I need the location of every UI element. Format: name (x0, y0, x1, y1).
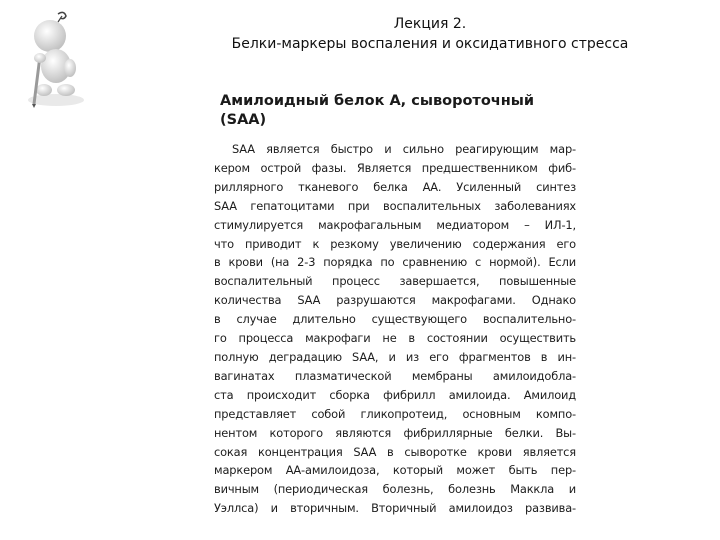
3d-person-pencil-icon (18, 8, 88, 108)
document-line: представляет собой гликопротеид, основным компо- (214, 406, 576, 421)
slide-title-line-2: Белки-маркеры воспаления и оксидативного стресса (231, 36, 629, 52)
document-body (214, 140, 576, 518)
document-line: в крови (на 2-3 порядка по сравнению с нормой). Если (214, 255, 576, 270)
document-heading-line-2: (SAA) (220, 112, 267, 128)
document-line: сокая концентрация SAA в сыворотке крови является (214, 444, 576, 459)
document-heading (220, 92, 560, 130)
slide-title-line-1: Лекция 2. (393, 16, 467, 32)
document-line: SAA является быстро и сильно реагирующим мар- (232, 142, 576, 156)
document-line: нентом которого являются фибриллярные белки. Вы- (214, 425, 576, 440)
scanned-document (206, 86, 582, 538)
document-line: количества SAA разрушаются макрофагами. Однако (214, 293, 576, 308)
document-line: го процесса макрофаги не в состоянии осуществить (214, 331, 576, 346)
document-line: воспалительный процесс завершается, повышенные (214, 274, 576, 289)
thinker-figure-illustration (18, 8, 88, 108)
document-line: стимулируется макрофагальным медиатором – ИЛ-1, (214, 217, 576, 232)
document-line: полную деградацию SAA, и из его фрагментов в ин- (214, 349, 576, 364)
document-line: ста происходит сборка фибрилл амилоида. Амилоид (214, 387, 576, 402)
document-line: что приводит к резкому увеличению содержания его (214, 236, 576, 251)
document-heading-line-1: Амилоидный белок А, сывороточный (220, 93, 535, 109)
document-line: маркером АА-амилоидоза, который может быть пер- (214, 463, 576, 478)
document-line: SAA гепатоцитами при воспалительных заболеваниях (214, 198, 576, 213)
document-line: вичным (периодическая болезнь, болезнь Маккла и (214, 482, 576, 497)
document-line: риллярного тканевого белка АА. Усиленный синтез (214, 179, 576, 194)
document-line: Уэллса) и вторичным. Вторичный амилоидоз развива- (214, 501, 576, 516)
document-line: в случае длительно существующего воспалительно- (214, 312, 576, 327)
document-line: кером острой фазы. Является предшественником фиб- (214, 160, 576, 175)
document-line: вагинатах плазматической мембраны амилоидобла- (214, 368, 576, 383)
slide-title (200, 14, 660, 54)
